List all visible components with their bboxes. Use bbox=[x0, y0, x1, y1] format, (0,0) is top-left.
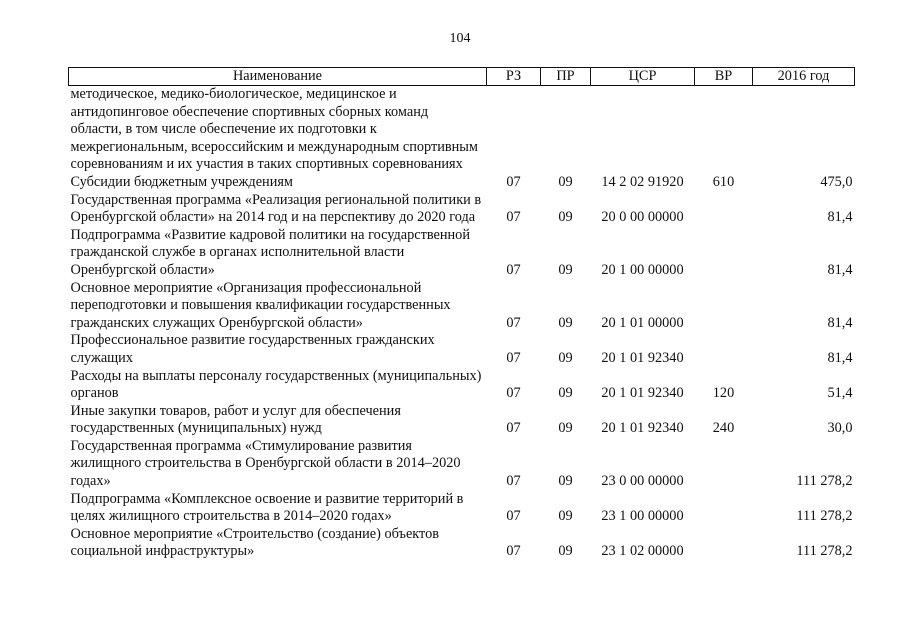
row-name: Подпрограмма «Комплексное освоение и развитие территорий в целях жилищного строительства в 2014–2020 годах» bbox=[70, 490, 464, 525]
row-vr bbox=[695, 280, 753, 333]
row-csr: 23 1 02 00000 bbox=[601, 543, 684, 560]
table-row bbox=[69, 86, 855, 174]
table-body bbox=[69, 86, 855, 562]
row-vr: 610 bbox=[712, 173, 735, 190]
row-vr bbox=[695, 227, 753, 280]
row-csr: 20 1 01 92340 bbox=[601, 420, 684, 437]
row-pr: 09 bbox=[558, 420, 573, 437]
header-vr: ВР bbox=[695, 68, 753, 86]
row-rz: 07 bbox=[506, 261, 521, 278]
row-name: Государственная программа «Реализация региональной политики в Оренбургской области» на 2014 год и на перспективу до 2020 года bbox=[70, 191, 482, 226]
table-row bbox=[69, 526, 855, 561]
row-pr: 09 bbox=[558, 508, 573, 525]
row-rz: 07 bbox=[506, 349, 521, 366]
row-csr: 14 2 02 91920 bbox=[601, 173, 684, 190]
table-row bbox=[69, 332, 855, 367]
row-amount: 475,0 bbox=[820, 173, 853, 190]
header-csr: ЦСР bbox=[591, 68, 695, 86]
table-row bbox=[69, 227, 855, 280]
row-pr: 09 bbox=[558, 261, 573, 278]
row-pr: 09 bbox=[558, 473, 573, 490]
row-pr: 09 bbox=[558, 314, 573, 331]
row-amount: 81,4 bbox=[827, 209, 853, 226]
table-header bbox=[69, 68, 855, 86]
row-rz: 07 bbox=[506, 173, 521, 190]
row-amount bbox=[753, 86, 855, 174]
row-rz: 07 bbox=[506, 385, 521, 402]
row-amount: 81,4 bbox=[827, 314, 853, 331]
row-csr: 23 0 00 00000 bbox=[601, 473, 684, 490]
row-amount: 51,4 bbox=[827, 385, 853, 402]
row-vr: 240 bbox=[712, 420, 735, 437]
row-csr: 23 1 00 00000 bbox=[601, 508, 684, 525]
row-vr: 120 bbox=[712, 385, 735, 402]
row-amount: 81,4 bbox=[827, 349, 853, 366]
row-rz: 07 bbox=[506, 314, 521, 331]
row-csr: 20 1 01 92340 bbox=[601, 349, 684, 366]
table-row bbox=[69, 192, 855, 227]
budget-table bbox=[68, 67, 855, 561]
row-name: методическое, медико-биологическое, медицинское и антидопинговое обеспечение спортивных сборных команд области, в том числе обеспечение их подготовки к межрегиональным, всероссийским и международным спортивным соревнованиям и их участия в таких спортивных соревнованиях bbox=[70, 86, 478, 173]
row-amount: 111 278,2 bbox=[796, 473, 853, 490]
row-csr: 20 1 00 00000 bbox=[601, 261, 684, 278]
table-row bbox=[69, 403, 855, 438]
row-pr bbox=[541, 86, 591, 174]
row-csr bbox=[591, 86, 695, 174]
row-csr: 20 1 01 00000 bbox=[601, 314, 684, 331]
header-year: 2016 год bbox=[753, 68, 855, 86]
row-rz: 07 bbox=[506, 543, 521, 560]
row-rz: 07 bbox=[506, 420, 521, 437]
row-vr bbox=[695, 526, 753, 561]
row-amount: 30,0 bbox=[827, 420, 853, 437]
row-name: Расходы на выплаты персоналу государственных (муниципальных) органов bbox=[70, 367, 482, 402]
row-amount: 111 278,2 bbox=[796, 543, 853, 560]
row-vr bbox=[695, 192, 753, 227]
row-rz: 07 bbox=[506, 209, 521, 226]
header-pr: ПР bbox=[541, 68, 591, 86]
row-name: Иные закупки товаров, работ и услуг для обеспечения государственных (муниципальных) нужд bbox=[70, 402, 401, 437]
row-rz: 07 bbox=[506, 508, 521, 525]
row-name: Основное мероприятие «Строительство (создание) объектов социальной инфраструктуры» bbox=[70, 525, 440, 560]
header-name: Наименование bbox=[69, 68, 487, 86]
row-vr bbox=[695, 86, 753, 174]
row-vr bbox=[695, 491, 753, 526]
row-pr: 09 bbox=[558, 543, 573, 560]
row-csr: 20 0 00 00000 bbox=[601, 209, 684, 226]
table-row bbox=[69, 280, 855, 333]
row-name: Подпрограмма «Развитие кадровой политики на государственной гражданской службе в органах исполнительной власти Оренбургской области» bbox=[70, 226, 470, 278]
table-row bbox=[69, 174, 855, 192]
row-pr: 09 bbox=[558, 349, 573, 366]
page-number: 104 bbox=[449, 31, 471, 46]
table-row bbox=[69, 368, 855, 403]
row-pr: 09 bbox=[558, 209, 573, 226]
row-name: Профессиональное развитие государственных гражданских служащих bbox=[70, 332, 435, 366]
row-rz bbox=[487, 86, 541, 174]
row-pr: 09 bbox=[558, 385, 573, 402]
row-vr bbox=[695, 332, 753, 367]
row-name: Государственная программа «Стимулирование развития жилищного строительства в Оренбургской области в 2014–2020 годах» bbox=[70, 437, 461, 490]
row-name: Основное мероприятие «Организация профессиональной переподготовки и повышения квалификации государственных гражданских служащих Оренбургской области» bbox=[70, 279, 451, 331]
row-csr: 20 1 01 92340 bbox=[601, 385, 684, 402]
table-row bbox=[69, 438, 855, 491]
table-row bbox=[69, 491, 855, 526]
row-pr: 09 bbox=[558, 173, 573, 190]
row-name: Субсидии бюджетным учреждениям bbox=[70, 173, 293, 190]
header-rz: РЗ bbox=[487, 68, 541, 86]
row-amount: 81,4 bbox=[827, 261, 853, 278]
row-rz: 07 bbox=[506, 473, 521, 490]
row-vr bbox=[695, 438, 753, 491]
row-amount: 111 278,2 bbox=[796, 508, 853, 525]
